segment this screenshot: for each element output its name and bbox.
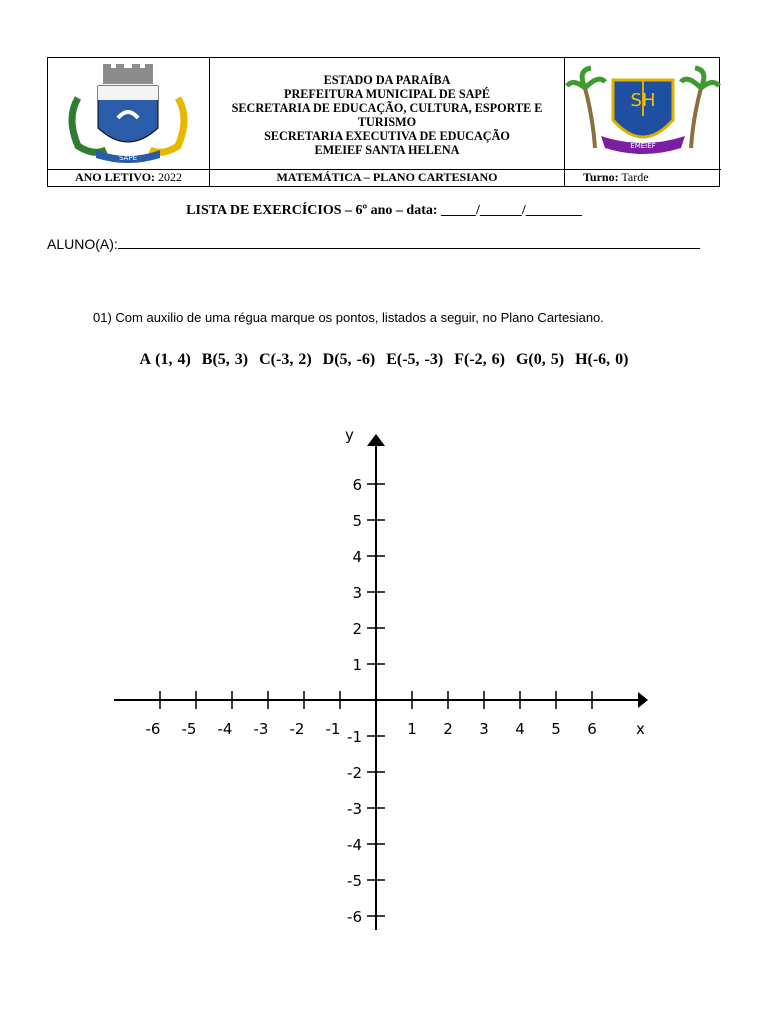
student-name-line xyxy=(47,236,700,252)
title-line: EMEIEF SANTA HELENA xyxy=(314,143,460,157)
points-list xyxy=(0,351,768,369)
x-axis-arrow xyxy=(638,692,648,708)
turno-label: Turno: xyxy=(583,170,619,184)
y-tick-label: 5 xyxy=(352,512,362,530)
point-label: F(-2, 6) xyxy=(454,351,505,368)
point-label: G(0, 5) xyxy=(515,351,565,368)
y-tick-label: 4 xyxy=(352,548,362,566)
x-tick-label: -2 xyxy=(289,720,305,738)
title-line: SECRETARIA EXECUTIVA DE EDUCAÇÃO xyxy=(264,129,510,143)
x-tick-label: -4 xyxy=(217,720,233,738)
school-logo xyxy=(565,58,721,170)
y-tick-label: 2 xyxy=(352,620,362,638)
y-tick-label: -1 xyxy=(347,728,362,746)
y-tick-label: -4 xyxy=(347,836,362,854)
exercise-list-title xyxy=(0,203,768,219)
subject-cell: MATEMÁTICA – PLANO CARTESIANO xyxy=(210,170,565,186)
y-axis-arrow xyxy=(367,434,385,446)
ano-letivo-cell xyxy=(48,170,210,186)
point-label: B(5, 3) xyxy=(201,351,249,368)
y-tick-label: -3 xyxy=(347,800,362,818)
x-axis-label: x xyxy=(636,720,645,738)
aluno-label: ALUNO(A): xyxy=(47,236,118,252)
question-text: 01) Com auxilio de uma régua marque os pontos, listados a seguir, no Plano Cartesiano. xyxy=(93,310,604,325)
title-line: ESTADO DA PARAÍBA xyxy=(323,73,451,87)
turno-cell xyxy=(565,170,721,186)
x-tick-label: 3 xyxy=(479,720,489,738)
point-label: E(-5, -3) xyxy=(386,351,444,368)
title-line: PREFEITURA MUNICIPAL DE SAPÉ xyxy=(284,87,490,101)
y-tick-label: 3 xyxy=(352,584,362,602)
y-tick-label: -5 xyxy=(347,872,362,890)
point-label: D(5, -6) xyxy=(322,351,376,368)
title-line: TURISMO xyxy=(357,115,417,129)
x-tick-label: -1 xyxy=(325,720,341,738)
x-tick-label: 2 xyxy=(443,720,453,738)
x-tick-label: 4 xyxy=(515,720,525,738)
student-name-blank[interactable] xyxy=(118,236,700,249)
x-tick-label: 1 xyxy=(407,720,417,738)
date-blanks: _____/______/________ xyxy=(441,203,582,218)
y-tick-label: 6 xyxy=(352,476,362,494)
sape-logo-text: SAPÉ xyxy=(118,154,138,162)
x-tick-label: -5 xyxy=(181,720,197,738)
point-label: H(-6, 0) xyxy=(575,351,629,368)
title-line: SECRETARIA DE EDUCAÇÃO, CULTURA, ESPORTE E xyxy=(231,101,543,115)
turno-value: Tarde xyxy=(621,170,649,184)
school-logo-letters: SH xyxy=(630,90,656,111)
ano-letivo-label: ANO LETIVO: xyxy=(74,170,156,184)
y-tick-label: -2 xyxy=(347,764,362,782)
header-title xyxy=(210,58,565,170)
y-tick-label: -6 xyxy=(347,908,362,926)
x-tick-label: 6 xyxy=(587,720,597,738)
cartesian-plane[interactable] xyxy=(100,420,660,940)
y-axis-label: y xyxy=(345,426,354,444)
list-title-text: LISTA DE EXERCÍCIOS – 6º ano – data: xyxy=(186,203,438,218)
x-tick-label: 5 xyxy=(551,720,561,738)
point-label: A (1, 4) xyxy=(139,351,191,368)
header-table xyxy=(47,57,720,187)
sape-coat-of-arms-logo xyxy=(48,58,210,170)
school-logo-banner: EMEIEF xyxy=(630,142,656,150)
x-tick-label: -3 xyxy=(253,720,269,738)
y-tick-label: 1 xyxy=(352,656,362,674)
x-tick-label: -6 xyxy=(145,720,161,738)
point-label: C(-3, 2) xyxy=(259,351,312,368)
ano-letivo-value: 2022 xyxy=(158,170,183,184)
